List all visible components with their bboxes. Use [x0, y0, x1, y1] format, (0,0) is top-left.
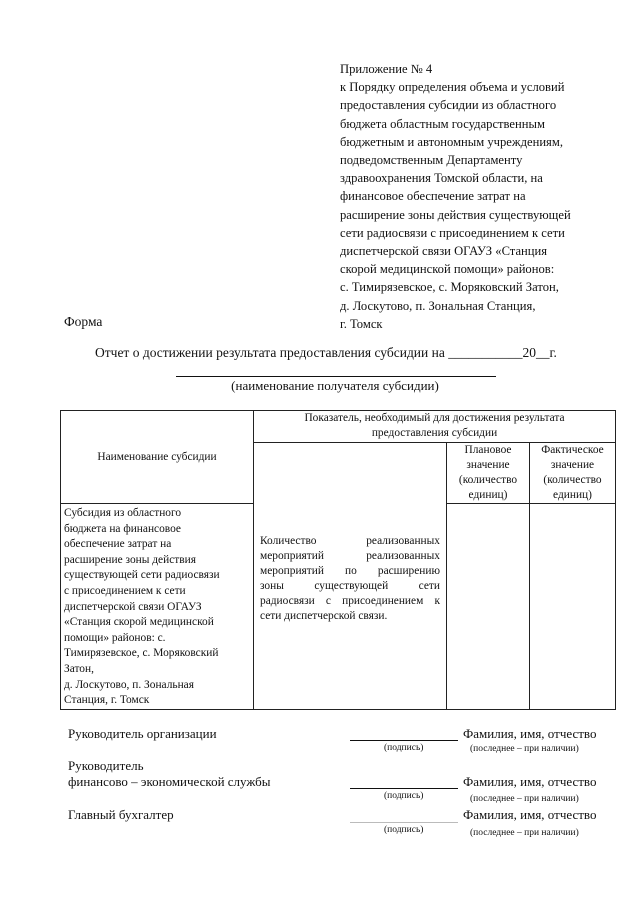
cell-line: «Станция скорой медицинской: [64, 616, 214, 629]
cell-line: с присоединением к сети: [64, 584, 186, 597]
appendix-header: [340, 60, 630, 333]
cell-line: д. Лоскутово, п. Зональная: [64, 678, 194, 691]
cell-line: Фактическое: [541, 444, 604, 456]
appendix-line: бюджета областным государственным: [340, 116, 545, 131]
cell-line: помощи» районов: с.: [64, 631, 166, 644]
cell-line: Плановое: [464, 444, 512, 456]
signature-caption: (подпись): [384, 743, 424, 753]
cell-line: (количество: [458, 474, 518, 486]
cell-line: Субсидия из областного: [64, 507, 182, 519]
cell-line: мероприятий по расширению: [260, 564, 440, 577]
full-name-note: (последнее – при наличии): [470, 828, 579, 838]
cell-line: радиосвязи с присоединением к: [260, 594, 440, 607]
appendix-line: финансовое обеспечение затрат на: [340, 189, 526, 204]
appendix-line: подведомственным Департаменту: [340, 153, 523, 168]
appendix-line: бюджетным и автономным учреждениям,: [340, 134, 563, 149]
cell-line: единиц): [553, 489, 592, 501]
cell-line: мероприятий реализованных: [260, 549, 440, 562]
cell-line: Станция, г. Томск: [64, 694, 150, 707]
full-name-note: (последнее – при наличии): [470, 794, 579, 804]
finance-head-label-line2: финансово – экономической службы: [68, 774, 271, 789]
recipient-name-line[interactable]: [176, 376, 496, 377]
subsidy-name-cell: [61, 504, 254, 710]
cell-line: Количество реализованных: [260, 534, 440, 547]
actual-value-cell[interactable]: [530, 504, 616, 710]
recipient-caption: (наименование получателя субсидии): [231, 378, 439, 393]
cell-line: значение: [550, 459, 595, 471]
signature-caption: (подпись): [384, 825, 424, 835]
appendix-line: предоставления субсидии из областного: [340, 98, 557, 113]
head-of-organization-label: Руководитель организации: [68, 726, 217, 741]
signature-caption: (подпись): [384, 791, 424, 801]
table-header-row: [61, 411, 616, 443]
appendix-line: д. Лоскутово, п. Зональная Станция,: [340, 298, 536, 313]
cell-line: Показатель, необходимый для достижения результата: [304, 412, 565, 424]
indicator-header-blank: [254, 443, 447, 504]
cell-line: (количество: [543, 474, 602, 486]
cell-line: значение: [466, 459, 510, 471]
finance-signature-line[interactable]: [350, 788, 458, 789]
finance-head-label-line1: Руководитель: [68, 758, 144, 773]
cell-line: диспетчерской связи ОГАУЗ: [64, 600, 202, 613]
full-name-label: Фамилия, имя, отчество: [463, 807, 597, 822]
appendix-line: расширение зоны действия существующей: [340, 207, 571, 222]
cell-line: существующей сети радиосвязи: [64, 569, 220, 582]
cell-line: единиц): [468, 489, 508, 501]
appendix-line: здравоохранения Томской области, на: [340, 171, 543, 186]
appendix-line: сети радиосвязи с присоединением к сети: [340, 225, 565, 240]
cell-line: зоны существующей сети: [260, 579, 440, 592]
appendix-line: с. Тимирязевское, с. Моряковский Затон,: [340, 280, 559, 295]
cell-line: Тимирязевское, с. Моряковский: [64, 647, 219, 660]
full-name-label: Фамилия, имя, отчество: [463, 726, 597, 741]
cell-line: Затон,: [64, 662, 94, 675]
planned-value-cell[interactable]: [447, 504, 530, 710]
planned-value-header: [447, 443, 530, 504]
subsidy-name-header: Наименование субсидии: [61, 411, 254, 504]
head-signature-line[interactable]: [350, 740, 458, 741]
appendix-line: скорой медицинской помощи» районов:: [340, 262, 555, 277]
report-title: Отчет о достижении результата предоставления субсидии на ___________20__г.: [95, 345, 557, 360]
full-name-note: (последнее – при наличии): [470, 744, 579, 754]
appendix-line: к Порядку определения объема и условий: [340, 80, 565, 95]
accountant-signature-line[interactable]: [350, 822, 458, 823]
appendix-line: диспетчерской связи ОГАУЗ «Станция: [340, 244, 548, 259]
cell-line: сети диспетчерской связи.: [260, 609, 388, 622]
subsidy-report-table: [60, 410, 616, 710]
indicator-cell: [254, 504, 447, 710]
table-row: [61, 504, 616, 710]
cell-line: бюджета на финансовое: [64, 522, 181, 535]
cell-line: предоставления субсидии: [371, 427, 498, 439]
appendix-line: Приложение № 4: [340, 62, 433, 76]
appendix-line: г. Томск: [340, 316, 383, 331]
indicator-group-header: [254, 411, 616, 443]
cell-line: расширение зоны действия: [64, 553, 196, 566]
form-label: Форма: [64, 314, 103, 329]
cell-line: обеспечение затрат на: [64, 538, 172, 551]
actual-value-header: [530, 443, 616, 504]
chief-accountant-label: Главный бухгалтер: [68, 807, 174, 822]
full-name-label: Фамилия, имя, отчество: [463, 774, 597, 789]
